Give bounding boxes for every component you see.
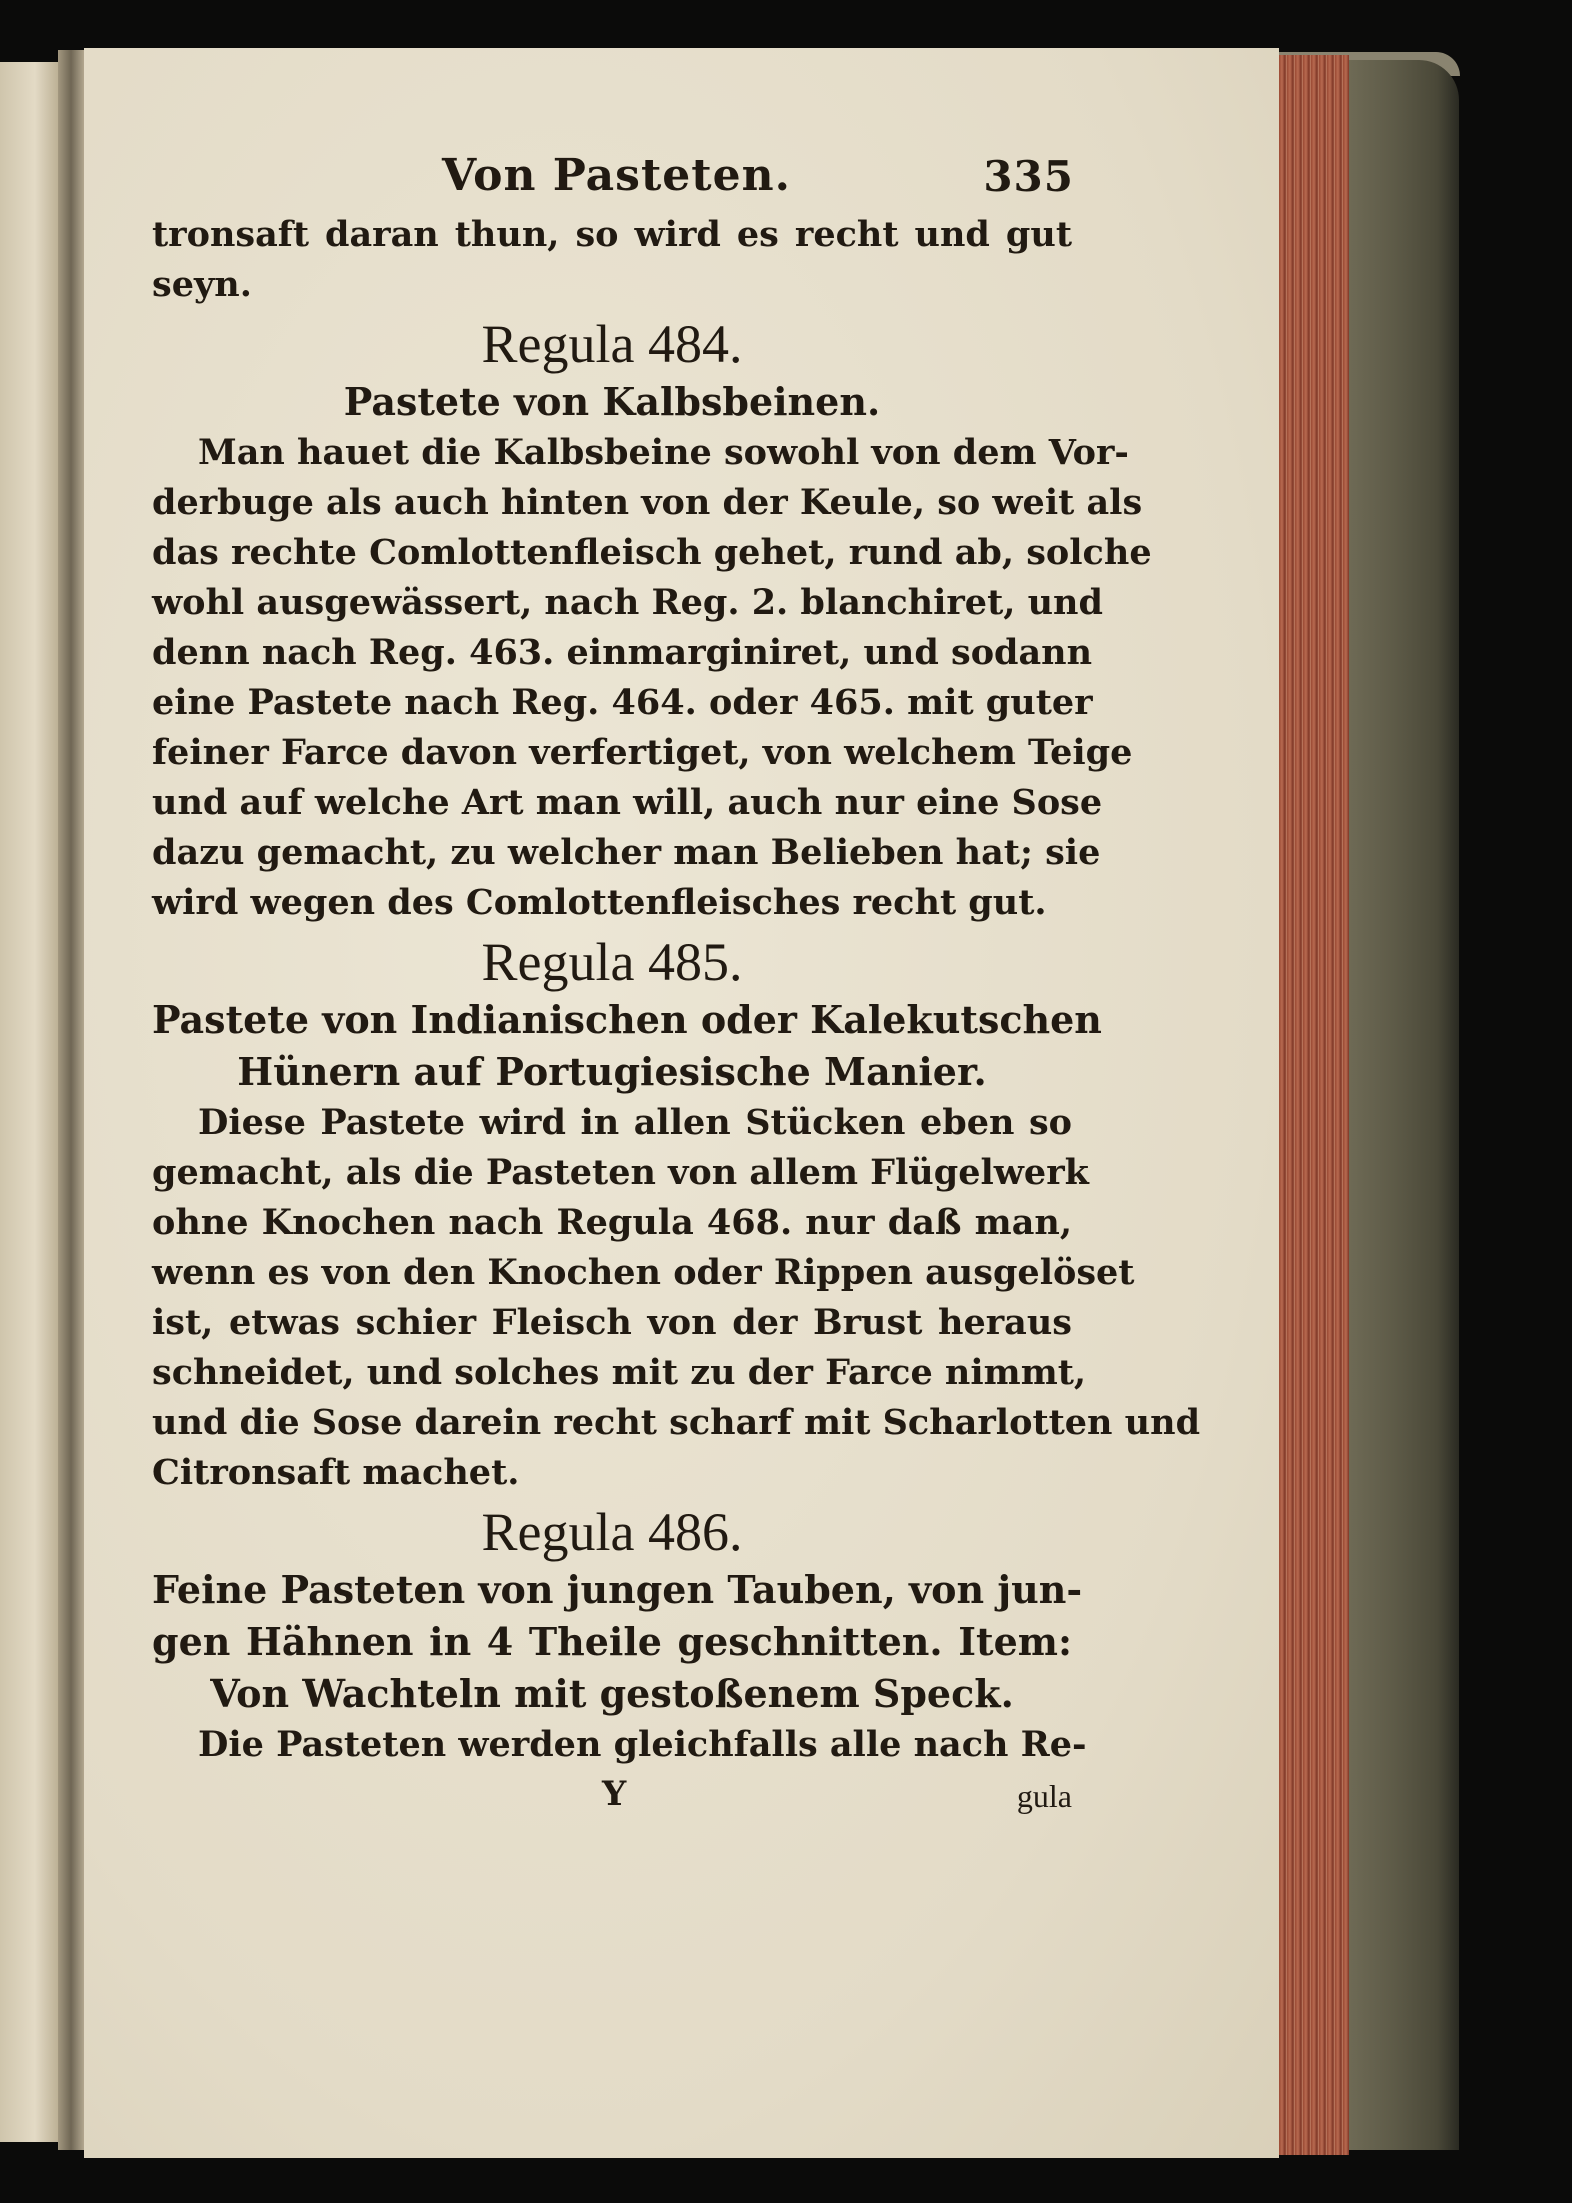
- text-line: wenn es von den Knochen oder Rippen ausgelöset: [152, 1252, 1135, 1293]
- regula-heading: Regula 486.: [481, 1502, 743, 1562]
- left-page-edge: [0, 62, 58, 2142]
- text-line: Diese Pastete wird in allen Stücken eben so: [198, 1102, 1072, 1143]
- running-title: Von Pasteten.: [442, 150, 791, 201]
- text-line: wohl ausgewässert, nach Reg. 2. blanchiret, und: [152, 582, 1103, 623]
- text-line: schneidet, und solches mit zu der Farce nimmt,: [152, 1352, 1087, 1393]
- text-line: wird wegen des Comlottenfleisches recht gut.: [152, 882, 1047, 923]
- catchword: gula: [1016, 1778, 1072, 1814]
- recipe-title: Feine Pasteten von jungen Tauben, von jun-: [152, 1567, 1083, 1612]
- text-line: ist, etwas schier Fleisch von der Brust heraus: [152, 1302, 1072, 1343]
- page-footer: [152, 1770, 1072, 1820]
- text-line: Citronsaft machet.: [152, 1452, 520, 1493]
- text-line: seyn.: [152, 264, 252, 305]
- regula-heading: Regula 485.: [481, 932, 743, 992]
- book-gutter: [58, 50, 84, 2150]
- text-line: und die Sose darein recht scharf mit Scharlotten und: [152, 1402, 1201, 1443]
- regula-heading: Regula 484.: [481, 314, 743, 374]
- recipe-title: Hünern auf Portugiesische Manier.: [237, 1049, 987, 1094]
- page-number: 335: [983, 152, 1074, 201]
- recipe-title: gen Hähnen in 4 Theile geschnitten. Item:: [152, 1619, 1072, 1664]
- book-cover: [1349, 60, 1459, 2150]
- text-line: derbuge als auch hinten von der Keule, so weit als: [152, 482, 1143, 523]
- signature-mark: Y: [602, 1774, 627, 1814]
- text-line: Die Pasteten werden gleichfalls alle nach Re-: [198, 1724, 1087, 1765]
- text-line: das rechte Comlottenfleisch gehet, rund ab, solche: [152, 532, 1152, 573]
- running-header: [152, 140, 1072, 210]
- text-line: dazu gemacht, zu welcher man Belieben hat; sie: [152, 832, 1101, 873]
- text-line: feiner Farce davon verfertiget, von welchem Teige: [152, 732, 1133, 773]
- page-edges-red: [1279, 55, 1349, 2155]
- text-line: gemacht, als die Pasteten von allem Flügelwerk: [152, 1152, 1089, 1193]
- recipe-title: Von Wachteln mit gestoßenem Speck.: [210, 1671, 1014, 1716]
- text-line: tronsaft daran thun, so wird es recht und gut: [152, 214, 1072, 255]
- recipe-title: Pastete von Indianischen oder Kalekutschen: [152, 997, 1102, 1042]
- text-line: eine Pastete nach Reg. 464. oder 465. mit guter: [152, 682, 1093, 723]
- recipe-title: Pastete von Kalbsbeinen.: [343, 379, 881, 424]
- page-text: [152, 140, 1201, 1820]
- text-line: ohne Knochen nach Regula 468. nur daß man,: [152, 1202, 1072, 1243]
- text-line: und auf welche Art man will, auch nur eine Sose: [152, 782, 1103, 823]
- text-line: Man hauet die Kalbsbeine sowohl von dem Vor-: [198, 432, 1129, 473]
- text-line: denn nach Reg. 463. einmarginiret, und sodann: [152, 632, 1093, 673]
